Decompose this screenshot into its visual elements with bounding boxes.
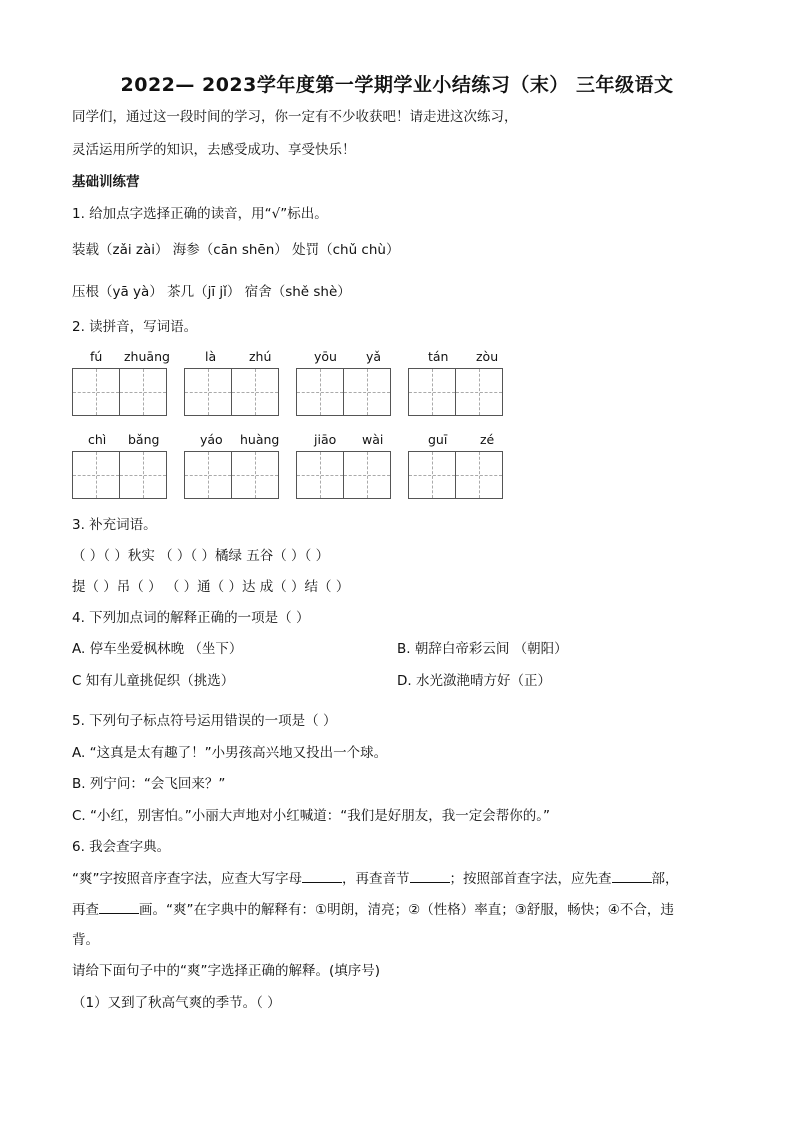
writing-grid-row-2 — [72, 451, 503, 499]
q6-text: “爽”字按照音序查字法，应查大写字母 — [72, 871, 302, 887]
answer-blank[interactable] — [612, 868, 652, 883]
pinyin: zhú — [249, 349, 272, 364]
q4-option-c: C 知有儿童挑促织（挑选） — [72, 673, 235, 689]
writing-box[interactable] — [184, 368, 279, 416]
q2-prompt: 2. 读拼音，写词语。 — [72, 319, 198, 335]
pinyin: guī — [428, 432, 448, 447]
q6-line-3: 背。 — [72, 932, 99, 948]
writing-box[interactable] — [296, 368, 391, 416]
q5-option-c: C. “小红，别害怕。”小丽大声地对小红喊道：“我们是好朋友，我一定会帮你的。” — [72, 808, 550, 824]
q3-row-1: （ ）（ ）秋实 （ ）（ ）橘绿 五谷（ ）（ ） — [72, 548, 330, 564]
pinyin: huàng — [240, 432, 280, 447]
q6-line-1 — [72, 868, 679, 889]
writing-box[interactable] — [72, 451, 167, 499]
q4-prompt: 4. 下列加点词的解释正确的一项是（ ） — [72, 610, 310, 626]
page-title: 2022— 2023学年度第一学期学业小结练习（末） 三年级语文 — [120, 74, 674, 96]
q1-row-2: 压根（yā yà） 茶几（jī jǐ） 宿舍（shě shè） — [72, 284, 351, 300]
answer-blank[interactable] — [302, 868, 342, 883]
writing-box[interactable] — [296, 451, 391, 499]
q5-prompt: 5. 下列句子标点符号运用错误的一项是（ ） — [72, 713, 337, 729]
intro-line-2: 灵活运用所学的知识，去感受成功、享受快乐！ — [72, 142, 356, 158]
q6-text: 画。“爽”在字典中的解释有：①明朗，清亮；②（性格）率直；③舒服，畅快；④不合，违 — [139, 902, 674, 918]
q6-prompt: 6. 我会查字典。 — [72, 839, 171, 855]
q4-option-a: A. 停车坐爱枫林晚 （坐下） — [72, 641, 243, 657]
pinyin: zòu — [476, 349, 499, 364]
pinyin: zhuāng — [124, 349, 170, 364]
q6-line-4: 请给下面句子中的“爽”字选择正确的解释。(填序号) — [72, 963, 381, 979]
pinyin: yǎ — [366, 349, 382, 364]
pinyin: chì — [88, 432, 107, 447]
q3-row-2: 提（ ）吊（ ） （ ）通（ ）达 成（ ）结（ ） — [72, 579, 350, 595]
q4-option-b: B. 朝辞白帝彩云间 （朝阳） — [397, 641, 568, 657]
writing-box[interactable] — [408, 368, 503, 416]
q6-text: ，再查音节 — [342, 871, 410, 887]
pinyin: tán — [428, 349, 449, 364]
pinyin: fú — [90, 349, 103, 364]
section-title: 基础训练营 — [72, 174, 140, 190]
q1-prompt: 1. 给加点字选择正确的读音，用“√”标出。 — [72, 206, 328, 222]
answer-blank[interactable] — [99, 899, 139, 914]
answer-blank[interactable] — [410, 868, 450, 883]
q6-sub-1: （1）又到了秋高气爽的季节。（ ） — [72, 995, 281, 1011]
q6-text: 再查 — [72, 902, 99, 918]
q6-text: ；按照部首查字法，应先查 — [449, 871, 612, 887]
pinyin: jiāo — [314, 432, 337, 447]
writing-box[interactable] — [184, 451, 279, 499]
writing-box[interactable] — [408, 451, 503, 499]
intro-line-1: 同学们，通过这一段时间的学习，你一定有不少收获吧！请走进这次练习， — [72, 109, 518, 125]
q3-prompt: 3. 补充词语。 — [72, 517, 157, 533]
q6-line-2 — [72, 899, 674, 920]
pinyin: là — [205, 349, 217, 364]
q4-option-d: D. 水光潋滟晴方好（正） — [397, 673, 551, 689]
pinyin: wài — [362, 432, 384, 447]
q5-option-b: B. 列宁问：“会飞回来？” — [72, 776, 226, 792]
q6-text: 部， — [651, 871, 679, 887]
writing-grid-row-1 — [72, 368, 503, 416]
writing-box[interactable] — [72, 368, 167, 416]
pinyin: yōu — [314, 349, 337, 364]
q5-option-a: A. “这真是太有趣了！”小男孩高兴地又投出一个球。 — [72, 745, 388, 761]
pinyin: zé — [480, 432, 495, 447]
q1-row-1: 装载（zǎi zài） 海参（cān shēn） 处罚（chǔ chù） — [72, 242, 400, 258]
pinyin: yáo — [200, 432, 223, 447]
pinyin: bǎng — [128, 432, 160, 447]
